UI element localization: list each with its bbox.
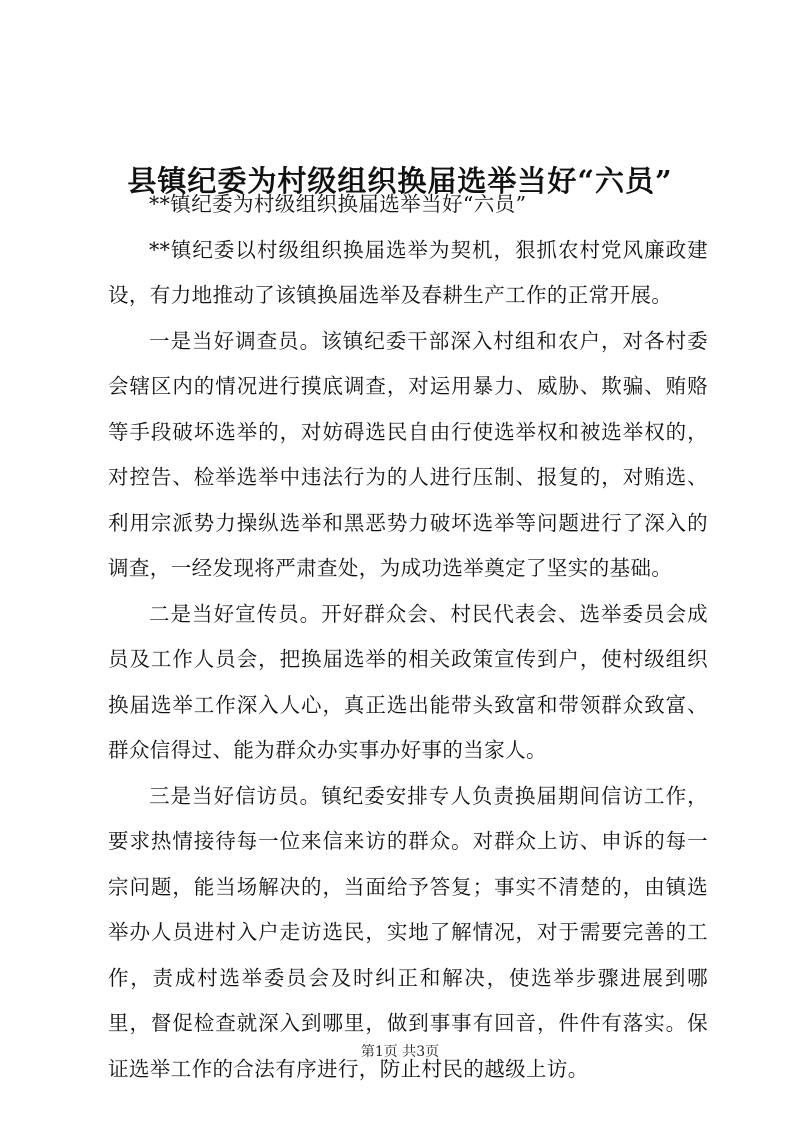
document-title: 县镇纪委为村级组织换届选举当好“六员” xyxy=(127,164,673,199)
paragraph-subtitle: **镇纪委为村级组织换届选举当好“六员” xyxy=(149,192,527,216)
paragraph-intro: **镇纪委以村级组织换届选举为契机，狠抓农村党风廉政建设，有力地推动了该镇换届选举及春耕生产工作的正常开展。 xyxy=(108,237,708,307)
document-body xyxy=(108,182,708,1092)
paragraph-petition-officer: 三是当好信访员。镇纪委安排专人负责换届期间信访工作，要求热情接待每一位来信来访的群众。对群众上访、申诉的每一宗问题，能当场解决的，当面给予答复；事实不清楚的，由镇选举办人员进村入户走访选民，实地了解情况，对于需要完善的工作，责成村选举委员会及时纠正和解决，使选举步骤进展到哪里，督促检查就深入到哪里，做到事事有回音，件件有落实。保证选举工作的合法有序进行，防止村民的越级上访。 xyxy=(108,783,708,1081)
paragraph-publicist: 二是当好宣传员。开好群众会、村民代表会、选举委员会成员及工作人员会，把换届选举的相关政策宣传到户，使村级组织换届选举工作深入人心，真正选出能带头致富和带领群众致富、群众信得过、能为群众办实事办好事的当家人。 xyxy=(108,601,708,762)
paragraph-investigator: 一是当好调查员。该镇纪委干部深入村组和农户，对各村委会辖区内的情况进行摸底调查，对运用暴力、威胁、欺骗、贿赂等手段破坏选举的，对妨碍选民自由行使选举权和被选举权的，对控告、检举选举中违法行为的人进行压制、报复的，对贿选、利用宗派势力操纵选举和黑恶势力破坏选举等问题进行了深入的调查，一经发现将严肃查处，为成功选举奠定了坚实的基础。 xyxy=(108,328,708,580)
page-number-footer: 第1页 共3页 xyxy=(360,1044,440,1060)
